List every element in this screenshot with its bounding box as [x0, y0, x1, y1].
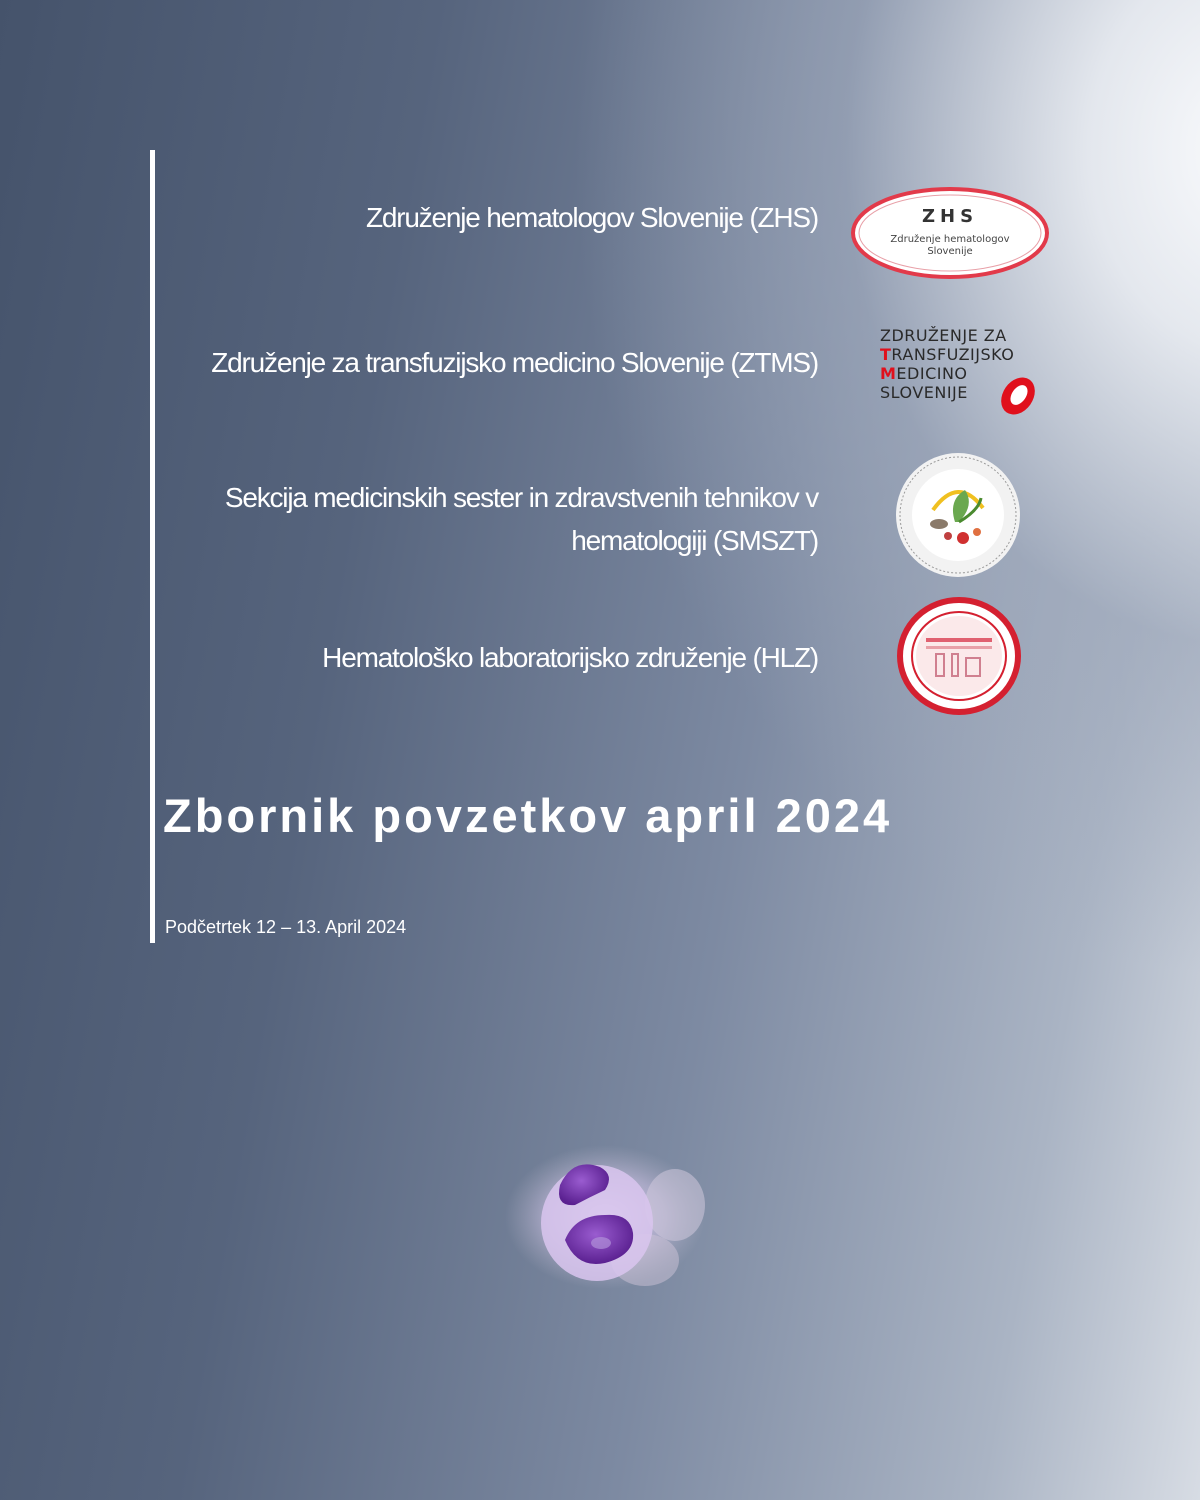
document-subtitle: Podčetrtek 12 – 13. April 2024 — [165, 917, 407, 937]
org-ztms-name: Združenje za transfuzijsko medicino Slovenije (ZTMS) — [211, 347, 818, 378]
ztms-logo-letter-m: M — [880, 364, 897, 383]
ztms-logo — [880, 326, 1050, 418]
ztms-logo-line4: SLOVENIJE — [880, 383, 968, 402]
ztms-logo-line2: RANSFUZIJSKO — [891, 345, 1015, 364]
org-zhs-name: Združenje hematologov Slovenije (ZHS) — [365, 202, 818, 233]
org-smszt-name-line2: hematologiji (SMSZT) — [571, 525, 818, 556]
vertical-accent-bar — [150, 150, 155, 943]
zhs-logo-line2: Slovenije — [927, 246, 973, 257]
blood-drop-icon — [996, 374, 1040, 418]
zhs-logo — [850, 186, 1050, 281]
document-title: Zbornik povzetkov april 2024 — [163, 789, 893, 842]
ztms-logo-line1: ZDRUŽENJE ZA — [880, 326, 1007, 345]
org-smszt-name-line1: Sekcija medicinskih sester in zdravstvenih tehnikov v — [224, 482, 818, 513]
smszt-logo — [893, 450, 1023, 580]
ztms-logo-line3: EDICINO — [896, 364, 968, 383]
zhs-logo-abbr: ZHS — [921, 206, 979, 227]
org-smszt-name — [225, 478, 818, 561]
org-hlz-name: Hematološko laboratorijsko združenje (HLZ) — [322, 642, 818, 673]
zhs-logo-line1: Združenje hematologov — [890, 234, 1010, 245]
blood-cell-image — [505, 1145, 715, 1295]
ztms-logo-letter-t: T — [880, 345, 892, 364]
hlz-logo — [896, 596, 1022, 716]
